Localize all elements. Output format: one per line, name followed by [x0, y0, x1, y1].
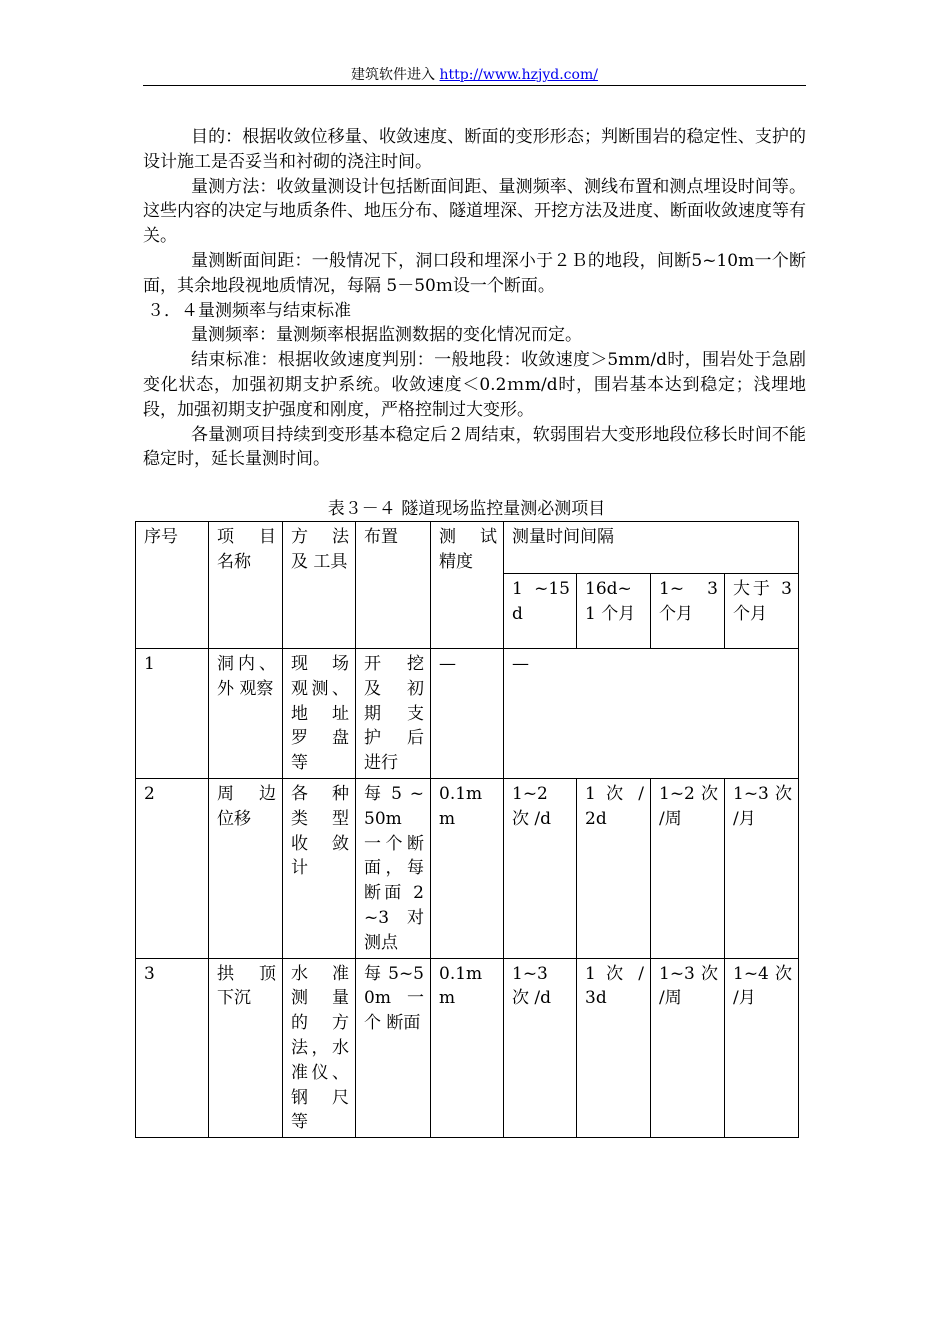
paragraph-section-spacing: 量测断面间距：一般情况下，洞口段和埋深小于２Ｂ的地段，间断5~10m一个断面，其余地段视地质情况，每隔 5－50ｍ设一个断面。 [143, 250, 806, 296]
header-cell-precision: 测 试 精度 [431, 522, 504, 649]
row1-item: 洞内、外 观察 [209, 649, 283, 779]
row2-method: 各 种 类 型 收 敛 计 [283, 778, 356, 958]
header-cell-interval-4: 大于 3 个月 [725, 574, 799, 649]
row3-method: 水 准 测 量 的 方 法，水 准仪、钢 尺 等 [283, 958, 356, 1138]
table-row [136, 778, 799, 958]
header-cell-method: 方 法 及 工具 [283, 522, 356, 649]
row2-precision: 0.1mm [431, 778, 504, 958]
row3-interval-3: 1~3 次 /周 [651, 958, 725, 1138]
header-cell-interval-3: 1~ 3 个月 [651, 574, 725, 649]
table-caption: 表３－４ 隧道现场监控量测必测项目 [327, 499, 606, 519]
section-heading: ３．４量测频率与结束标准 [147, 300, 351, 321]
row2-interval-3: 1~2 次 /周 [651, 778, 725, 958]
row2-item: 周 边 位移 [209, 778, 283, 958]
row2-layout: 每 5 ~50m 一个断 面，每 断面 2 ~3 对 测点 [356, 778, 431, 958]
row3-precision: 0.1mm [431, 958, 504, 1138]
row3-layout: 每 5~50m 一 个 断面 [356, 958, 431, 1138]
header-cell-interval: 测量时间间隔 [504, 522, 799, 574]
document-body [143, 125, 806, 472]
row2-interval-2: 1 次 / 2d [577, 778, 651, 958]
header-cell-no: 序号 [136, 522, 209, 649]
monitoring-table [135, 521, 799, 1138]
row1-no: 1 [136, 649, 209, 779]
header-link[interactable]: http://www.hzjyd.com/ [439, 67, 598, 83]
paragraph-purpose: 目的：根据收敛位移量、收敛速度、断面的变形形态；判断围岩的稳定性、支护的设计施工是否妥当和衬砌的浇注时间。 [143, 127, 806, 172]
paragraph-frequency: 量测频率：量测频率根据监测数据的变化情况而定。 [191, 325, 582, 346]
header-text: 建筑软件进入 [351, 67, 440, 83]
paragraph-duration: 各量测项目持续到变形基本稳定后２周结束，软弱围岩大变形地段位移长时间不能稳定时，延长量测时间。 [143, 424, 806, 470]
header-cell-item: 项 目 名称 [209, 522, 283, 649]
page-header [143, 66, 806, 84]
header-cell-interval-1: 1 ~15d [504, 574, 577, 649]
paragraph-method: 量测方法：收敛量测设计包括断面间距、量测频率、测线布置和测点埋设时间等。这些内容的决定与地质条件、地压分布、隧道埋深、开挖方法及进度、断面收敛速度等有关。 [143, 176, 806, 247]
header-cell-layout: 布置 [356, 522, 431, 649]
row1-precision: — [431, 649, 504, 779]
row2-interval-4: 1~3 次 /月 [725, 778, 799, 958]
row1-interval: — [504, 649, 799, 779]
paragraph-end-criteria: 结束标准：根据收敛速度判别：一般地段：收敛速度＞5mm/d时，围岩处于急剧变化状态，加强初期支护系统。收敛速度＜0.2ｍm/d时，围岩基本达到稳定；浅埋地段，加强初期支护强度和刚度，严格控制过大变形。 [143, 350, 806, 420]
row2-no: 2 [136, 778, 209, 958]
header-divider [143, 85, 806, 86]
row1-method: 现 场 观测、地 址 罗 盘 等 [283, 649, 356, 779]
row3-interval-1: 1~3 次 /d [504, 958, 577, 1138]
header-cell-interval-2: 16d~ 1 个月 [577, 574, 651, 649]
row3-no: 3 [136, 958, 209, 1138]
table-row [136, 958, 799, 1138]
row3-interval-4: 1~4 次 /月 [725, 958, 799, 1138]
row3-item: 拱 顶 下沉 [209, 958, 283, 1138]
table-row [136, 649, 799, 779]
row2-interval-1: 1~2 次 /d [504, 778, 577, 958]
row3-interval-2: 1 次 / 3d [577, 958, 651, 1138]
row1-layout: 开 挖 及 初 期 支 护 后 进行 [356, 649, 431, 779]
